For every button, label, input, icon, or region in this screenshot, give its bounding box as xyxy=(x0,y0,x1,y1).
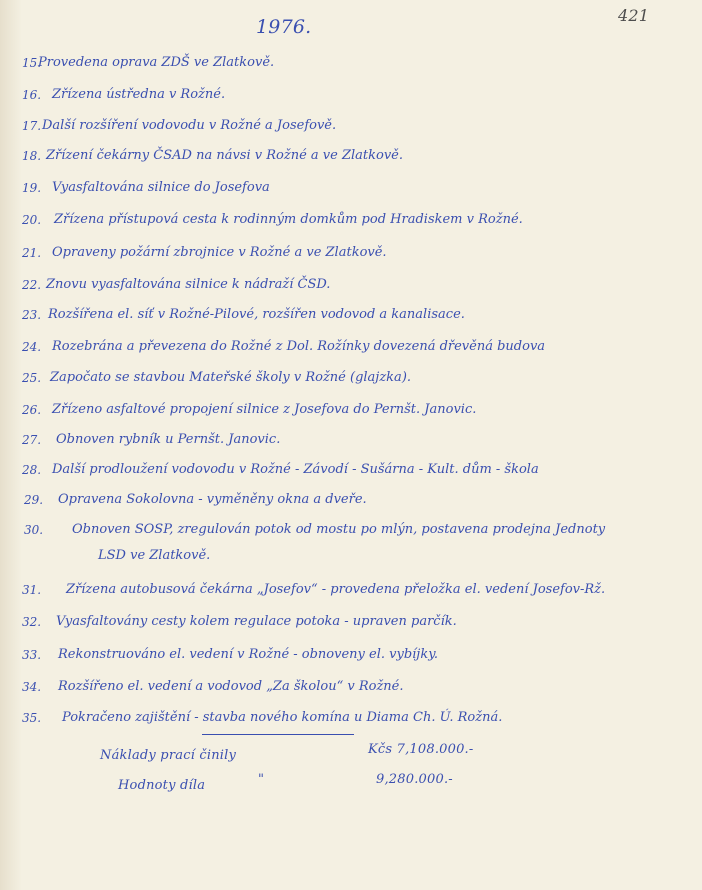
page-number: 421 xyxy=(618,6,650,25)
entry-text: Rozebrána a převezena do Rožné z Dol. Rožínky dovezená dřevěná budova xyxy=(52,339,546,354)
entry-number: 24. xyxy=(22,340,42,354)
entry-text: Rozšířeno el. vedení a vodovod „Za školou“ v Rožné. xyxy=(58,679,404,694)
entry-text: Obnoven rybník u Pernšt. Janovic. xyxy=(56,432,281,447)
entry-text: Vyasfaltována silnice do Josefova xyxy=(52,180,270,195)
entry-text: Opraveny požární zbrojnice v Rožné a ve Zlatkově. xyxy=(52,245,387,260)
entry-text: Zřízeno asfaltové propojení silnice z Josefova do Pernšt. Janovic. xyxy=(52,402,477,417)
entry-number: 33. xyxy=(22,648,42,662)
entry-text: Obnoven SOSP, zregulován potok od mostu po mlýn, postavena prodejna Jednoty xyxy=(72,522,606,537)
entry-text: Znovu vyasfaltována silnice k nádraží ČSD. xyxy=(46,277,331,292)
entry-text: Zřízena ústředna v Rožné. xyxy=(52,87,226,102)
entry-text: Zřízena autobusová čekárna „Josefov“ - provedena přeložka el. vedení Josefov-Rž. xyxy=(66,582,606,597)
entry-number: 21. xyxy=(22,246,42,260)
entry-number: 32. xyxy=(22,615,42,629)
entry-number: 30. xyxy=(24,523,44,537)
entry-number: 16. xyxy=(22,88,42,102)
entry-text: Zřízena přístupová cesta k rodinným domkům pod Hradiskem v Rožné. xyxy=(54,212,523,227)
entry-text: Rekonstruováno el. vedení v Rožné - obnoveny el. vybíjky. xyxy=(58,647,438,662)
costs-value-2: 9,280.000.- xyxy=(376,772,453,787)
entry-number: 27. xyxy=(22,433,42,447)
costs-value-1: Kčs 7,108.000.- xyxy=(368,742,474,757)
entry-number: 23. xyxy=(22,308,42,322)
entry-text: Zřízení čekárny ČSAD na návsi v Rožné a ve Zlatkově. xyxy=(46,148,403,163)
entry-number: 28. xyxy=(22,463,42,477)
entry-text: Další prodloužení vodovodu v Rožné - Závodí - Sušárna - Kult. dům - škola xyxy=(52,462,539,477)
entry-number: 29. xyxy=(24,493,44,507)
entry-number: 26. xyxy=(22,403,42,417)
entry-number: 22. xyxy=(22,278,42,292)
entry-text: Opravena Sokolovna - vyměněny okna a dveře. xyxy=(58,492,367,507)
entry-text: Pokračeno zajištění - stavba nového komína u Diama Ch. Ú. Rožná. xyxy=(62,710,503,725)
entry-number: 15. xyxy=(22,56,42,70)
entry-number: 31. xyxy=(22,583,42,597)
entry-text: Další rozšíření vodovodu v Rožné a Josefově. xyxy=(42,118,337,133)
entry-text: Rozšířena el. síť v Rožné-Pilové, rozšířen vodovod a kanalisace. xyxy=(48,307,465,322)
entry-number: 25. xyxy=(22,371,42,385)
entry-text: Započato se stavbou Mateřské školy v Rožné (glajzka). xyxy=(50,370,412,385)
costs-label-1: Náklady prací činily xyxy=(100,748,237,763)
entry-text: LSD ve Zlatkově. xyxy=(98,548,211,563)
entry-text: Vyasfaltovány cesty kolem regulace potoka - upraven parčík. xyxy=(56,614,457,629)
entry-number: 19. xyxy=(22,181,42,195)
binding-gutter xyxy=(0,0,22,890)
costs-label-2: Hodnoty díla xyxy=(118,778,206,793)
year-heading: 1976. xyxy=(256,16,312,38)
entry-number: 18. xyxy=(22,149,42,163)
underline-stavba xyxy=(202,734,354,735)
entry-number: 17. xyxy=(22,119,42,133)
entry-text: Provedena oprava ZDŠ ve Zlatkově. xyxy=(38,55,275,70)
entry-number: 35. xyxy=(22,711,42,725)
costs-ditto-mark: " xyxy=(258,772,265,787)
entry-number: 34. xyxy=(22,680,42,694)
entry-number: 20. xyxy=(22,213,42,227)
